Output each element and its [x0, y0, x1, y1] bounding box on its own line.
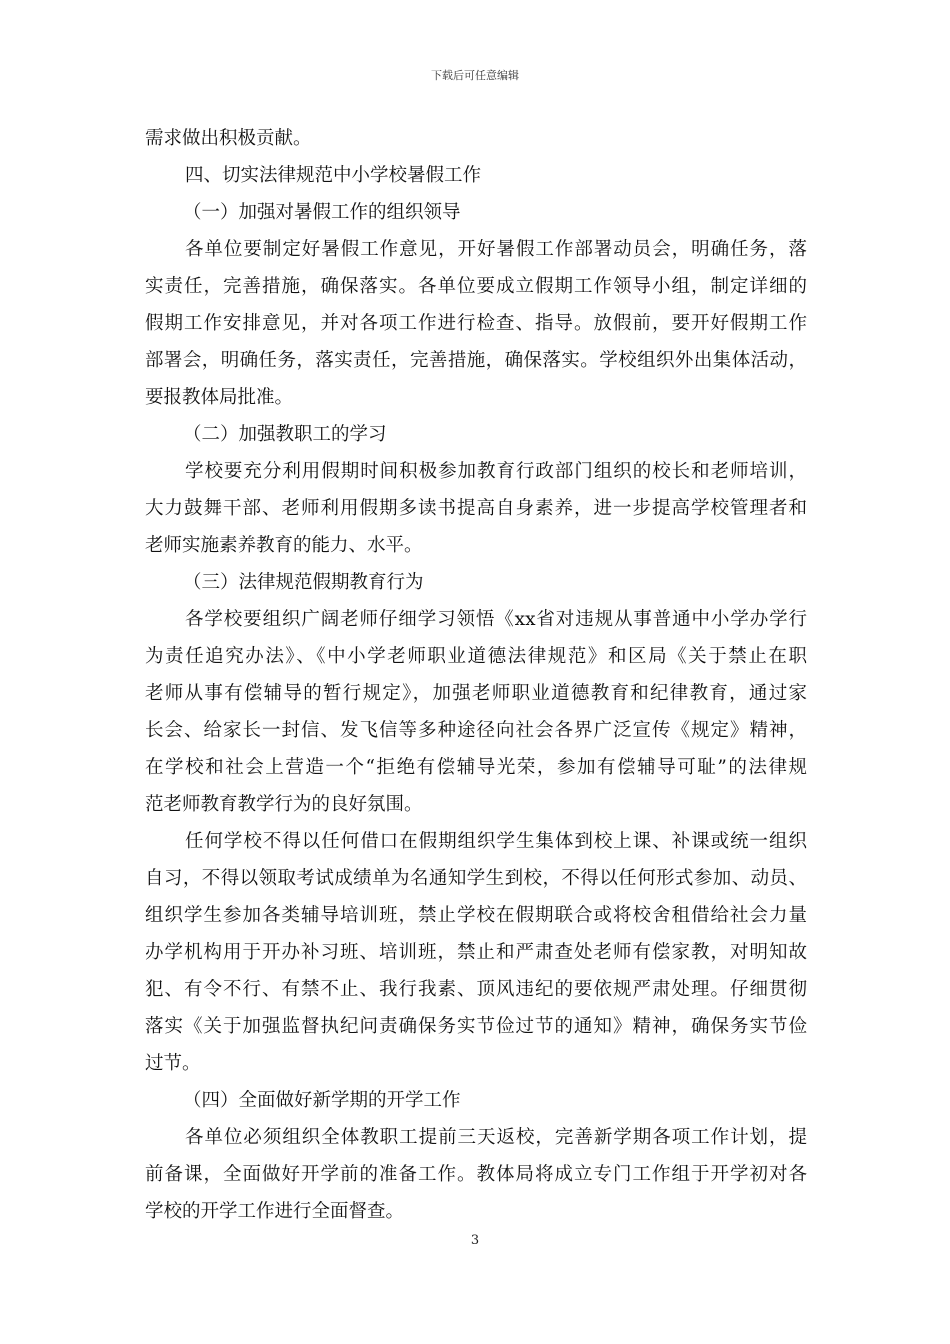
- paragraph-line: 办学机构用于开办补习班、培训班，禁止和严肃查处老师有偿家教，对明知故: [145, 942, 807, 963]
- paragraph-line: 范老师教育教学行为的良好氛围。: [145, 794, 423, 815]
- paragraph-line: 老师从事有偿辅导的暂行规定》，加强老师职业道德教育和纪律教育，通过家: [145, 683, 807, 704]
- paragraph-line: 实责任，完善措施，确保落实。各单位要成立假期工作领导小组，制定详细的: [145, 276, 807, 297]
- page-number: 3: [470, 1233, 480, 1248]
- paragraph-line: 要报教体局批准。: [145, 387, 294, 408]
- paragraph-line: 大力鼓舞干部、老师利用假期多读书提高自身素养，进一步提高学校管理者和: [145, 498, 807, 519]
- paragraph-line: 任何学校不得以任何借口在假期组织学生集体到校上课、补课或统一组织: [185, 831, 807, 852]
- paragraph-line: 在学校和社会上营造一个“拒绝有偿辅导光荣，参加有偿辅导可耻”的法律规: [145, 757, 807, 778]
- paragraph-line: 各单位要制定好暑假工作意见，开好暑假工作部署动员会，明确任务，落: [185, 239, 807, 260]
- paragraph-line: 犯、有令不行、有禁不止、我行我素、顶风违纪的要依规严肃处理。仔细贯彻: [145, 979, 807, 1000]
- paragraph-line: 老师实施素养教育的能力、水平。: [145, 535, 423, 556]
- paragraph-line: 需求做出积极贡献。: [145, 128, 312, 149]
- paragraph-line: 部署会，明确任务，落实责任，完善措施，确保落实。学校组织外出集体活动，: [145, 350, 807, 371]
- paragraph-line: 各学校要组织广阔老师仔细学习领悟《xx省对违规从事普通中小学办学行: [185, 609, 807, 630]
- paragraph-line: 前备课，全面做好开学前的准备工作。教体局将成立专门工作组于开学初对各: [145, 1164, 807, 1185]
- subsection-heading: （三）法律规范假期教育行为: [183, 572, 424, 593]
- paragraph-line: 落实《关于加强监督执纪问责确保务实节俭过节的通知》精神，确保务实节俭: [145, 1016, 807, 1037]
- paragraph-line: 假期工作安排意见，并对各项工作进行检查、指导。放假前，要开好假期工作: [145, 313, 807, 334]
- paragraph-line: 学校的开学工作进行全面督查。: [145, 1201, 405, 1222]
- subsection-heading: （二）加强教职工的学习: [183, 424, 387, 445]
- document-body: [145, 120, 807, 1230]
- page-header: 下载后可任意编辑: [431, 69, 519, 82]
- paragraph-line: 长会、给家长一封信、发飞信等多种途径向社会各界广泛宣传《规定》精神，: [145, 720, 807, 741]
- section-heading: 四、切实法律规范中小学校暑假工作: [185, 165, 482, 186]
- paragraph-line: 学校要充分利用假期时间积极参加教育行政部门组织的校长和老师培训，: [185, 461, 807, 482]
- subsection-heading: （一）加强对暑假工作的组织领导: [183, 202, 461, 223]
- subsection-heading: （四）全面做好新学期的开学工作: [183, 1090, 461, 1111]
- paragraph-line: 自习，不得以领取考试成绩单为名通知学生到校，不得以任何形式参加、动员、: [145, 868, 807, 889]
- paragraph-line: 组织学生参加各类辅导培训班，禁止学校在假期联合或将校舍租借给社会力量: [145, 905, 807, 926]
- paragraph-line: 为责任追究办法》、《中小学老师职业道德法律规范》和区局《关于禁止在职: [145, 646, 807, 667]
- paragraph-line: 过节。: [145, 1053, 201, 1074]
- paragraph-line: 各单位必须组织全体教职工提前三天返校，完善新学期各项工作计划，提: [185, 1127, 807, 1148]
